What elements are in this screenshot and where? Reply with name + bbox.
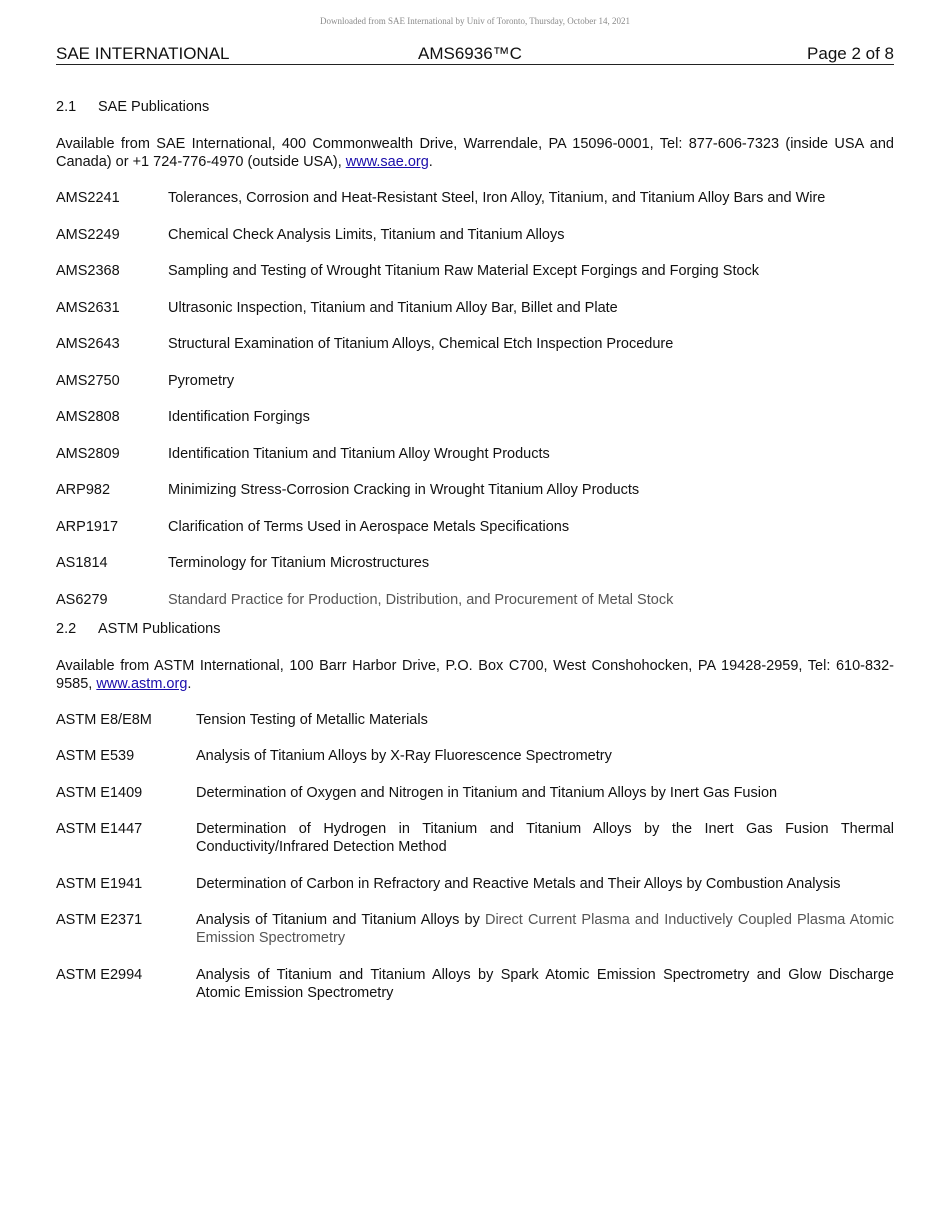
reference-title: Pyrometry [168,372,235,389]
reference-title: Ultrasonic Inspection, Titanium and Titanium Alloy Bar, Billet and Plate [168,299,618,316]
paragraph-end: . [428,154,433,170]
page-header [56,44,894,65]
reference-item [56,408,894,426]
reference-code: ASTM E2371 [56,912,143,928]
reference-title: Identification Titanium and Titanium Alloy Wrought Products [168,445,550,462]
section-heading-astm [56,619,894,639]
reference-title: Determination of Hydrogen in Titanium and Titanium Alloys by the Inert Gas Fusion Thermal Conductivity/Infrared Detection Method [196,821,894,855]
reference-item [56,372,894,390]
reference-title: Clarification of Terms Used in Aerospace Metals Specifications [168,518,570,535]
reference-code: ARP1917 [56,518,119,535]
reference-code: AS1814 [56,555,108,571]
reference-title: Minimizing Stress-Corrosion Cracking in Wrought Titanium Alloy Products [168,482,640,498]
reference-item [56,481,894,499]
reference-code: ASTM E1941 [56,875,143,892]
reference-title [196,911,894,947]
section-heading-sae [56,97,894,117]
reference-item [56,820,894,856]
header-doc-number: AMS6936™C [418,44,522,63]
section-number: 2.2 [56,620,77,637]
reference-title: Structural Examination of Titanium Alloys, Chemical Etch Inspection Procedure [168,336,674,352]
reference-item [56,875,894,893]
reference-title: Sampling and Testing of Wrought Titanium Raw Material Except Forgings and Forging Stock [168,263,760,279]
reference-title: Tension Testing of Metallic Materials [196,711,428,728]
reference-code: ASTM E1447 [56,821,143,837]
reference-item [56,299,894,317]
reference-code: ASTM E539 [56,748,135,764]
reference-item [56,747,894,765]
reference-item [56,518,894,536]
paragraph-end: . [187,675,192,692]
reference-item [56,711,894,729]
reference-code: ASTM E2994 [56,966,143,983]
reference-item [56,966,894,1002]
reference-item [56,911,894,947]
reference-code: ASTM E8/E8M [56,711,152,728]
reference-item [56,335,894,353]
section-title: ASTM Publications [98,620,221,637]
header-page-number: Page 2 of 8 [807,44,894,63]
header-org: SAE INTERNATIONAL [56,44,230,63]
reference-item [56,784,894,802]
reference-code: ARP982 [56,482,111,498]
reference-code: AMS2631 [56,299,120,316]
reference-title-part: Analysis of Titanium and Titanium Alloys by [196,912,485,928]
reference-title: Terminology for Titanium Microstructures [168,555,430,571]
reference-item [56,226,894,244]
reference-code: AMS2368 [56,263,120,279]
reference-code: AMS2249 [56,226,120,243]
reference-title: Tolerances, Corrosion and Heat-Resistant Steel, Iron Alloy, Titanium, and Titanium Alloy Bars and Wire [168,190,826,206]
sae-availability-paragraph [56,135,894,171]
astm-availability-paragraph [56,657,894,693]
reference-item [56,591,894,609]
download-watermark: Downloaded from SAE International by Univ of Toronto, Thursday, October 14, 2021 [320,16,630,26]
reference-title: Analysis of Titanium and Titanium Alloys by Spark Atomic Emission Spectrometry and Glow Discharge Atomic Emission Spectrometry [196,966,894,1001]
reference-item [56,554,894,572]
reference-title: Determination of Carbon in Refractory and Reactive Metals and Their Alloys by Combustion Analysis [196,875,841,892]
reference-code: AMS2750 [56,372,120,389]
astm-website-link[interactable]: www.astm.org [96,675,188,692]
reference-title-part: Direct Current Plasma and Inductively Coupled Plasma Atomic Emission Spectrometry [196,912,894,946]
sae-website-link[interactable]: www.sae.org [345,154,429,170]
paragraph-text: Available from SAE International, 400 Commonwealth Drive, Warrendale, PA 15096-0001, Tel: 877-606-7323 (inside USA and Canada) or +1 724-776-4970 (outside USA), [56,136,894,170]
reference-item [56,189,894,207]
reference-title: Identification Forgings [168,409,310,425]
reference-title: Analysis of Titanium Alloys by X-Ray Fluorescence Spectrometry [196,748,612,764]
reference-code: ASTM E1409 [56,784,143,801]
reference-title: Standard Practice for Production, Distribution, and Procurement of Metal Stock [168,591,674,608]
document-body [56,97,894,1020]
section-number: 2.1 [56,99,77,115]
reference-code: AMS2241 [56,190,120,206]
reference-code: AMS2809 [56,445,120,462]
reference-item [56,445,894,463]
reference-code: AS6279 [56,591,108,608]
reference-title: Determination of Oxygen and Nitrogen in Titanium and Titanium Alloys by Inert Gas Fusion [196,784,778,801]
section-title: SAE Publications [98,99,210,115]
reference-code: AMS2808 [56,409,120,425]
reference-title: Chemical Check Analysis Limits, Titanium and Titanium Alloys [168,226,565,243]
paragraph-text: Available from ASTM International, 100 Barr Harbor Drive, P.O. Box C700, West Conshohocken, PA 19428-2959, Tel: 610-832-9585, [56,657,894,692]
reference-item [56,262,894,280]
reference-code: AMS2643 [56,336,120,352]
